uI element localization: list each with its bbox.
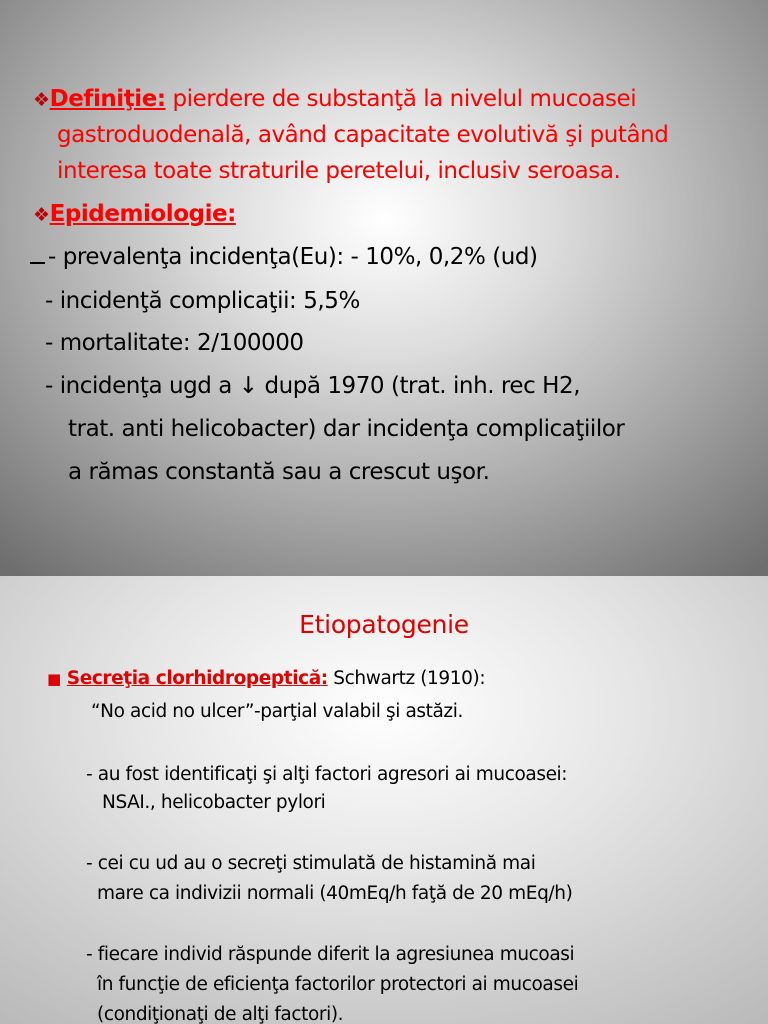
secretia-reference: Schwartz (1910):	[327, 668, 486, 689]
definitie-line-3: interesa toate straturile peretelui, inclusiv seroasa.	[57, 158, 621, 184]
underline-mark	[30, 244, 45, 264]
secretia-heading-line	[47, 668, 485, 689]
square-bullet-icon: ■	[47, 670, 61, 688]
text-line-1: “No acid no ulcer”-parţial valabil şi astăzi.	[91, 701, 463, 722]
slide-title: Etiopatogenie	[299, 610, 469, 639]
secretia-heading: Secreţia clorhidropeptică	[66, 668, 321, 689]
epidemiologie-item-6: a rămas constantă sau a crescut uşor.	[68, 459, 490, 485]
text-line-7: în funcţie de eficienţa factorilor protectori ai mucoasei	[97, 974, 579, 995]
diamond-bullet-icon: ❖	[33, 89, 50, 111]
text-line-5: mare ca indivizii normali (40mEq/h faţă de 20 mEq/h)	[97, 883, 573, 904]
epidemiologie-item-3: - mortalitate: 2/100000	[45, 330, 304, 356]
text-line-6: - fiecare individ răspunde diferit la agresiunea mucoasi	[86, 944, 575, 965]
definitie-heading: Definiţie:	[49, 86, 166, 112]
text-line-8: (condiţionaţi de alţi factori).	[97, 1004, 344, 1024]
epidemiologie-item-1: - prevalenţa incidenţa(Eu): - 10%, 0,2% (ud)	[30, 244, 538, 270]
epidemiologie-item-2: - incidenţă complicaţii: 5,5%	[45, 288, 360, 314]
epidemiologie-heading-line	[33, 201, 236, 227]
epidemiologie-item-4: - incidenţa ugd a ↓ după 1970 (trat. inh. rec H2,	[45, 373, 581, 399]
secretia-colon: :	[320, 668, 328, 689]
text-line-3: NSAI., helicobacter pylori	[102, 792, 326, 813]
text-line-4: - cei cu ud au o secreţi stimulată de histamină mai	[86, 853, 536, 874]
slide-etiopatogenie	[0, 576, 768, 1024]
diamond-bullet-icon: ❖	[33, 204, 50, 226]
definitie-text-1: pierdere de substanţă la nivelul mucoasei	[165, 86, 637, 112]
epidemiologie-item-5: trat. anti helicobacter) dar incidenţa complicaţiilor	[68, 416, 625, 442]
text-line-2: - au fost identificaţi şi alţi factori agresori ai mucoasei:	[86, 764, 568, 785]
epidemiologie-heading: Epidemiologie:	[49, 201, 236, 227]
definitie-line-2: gastroduodenală, având capacitate evolutivă şi putând	[57, 122, 669, 148]
definitie-line-1	[33, 86, 636, 112]
